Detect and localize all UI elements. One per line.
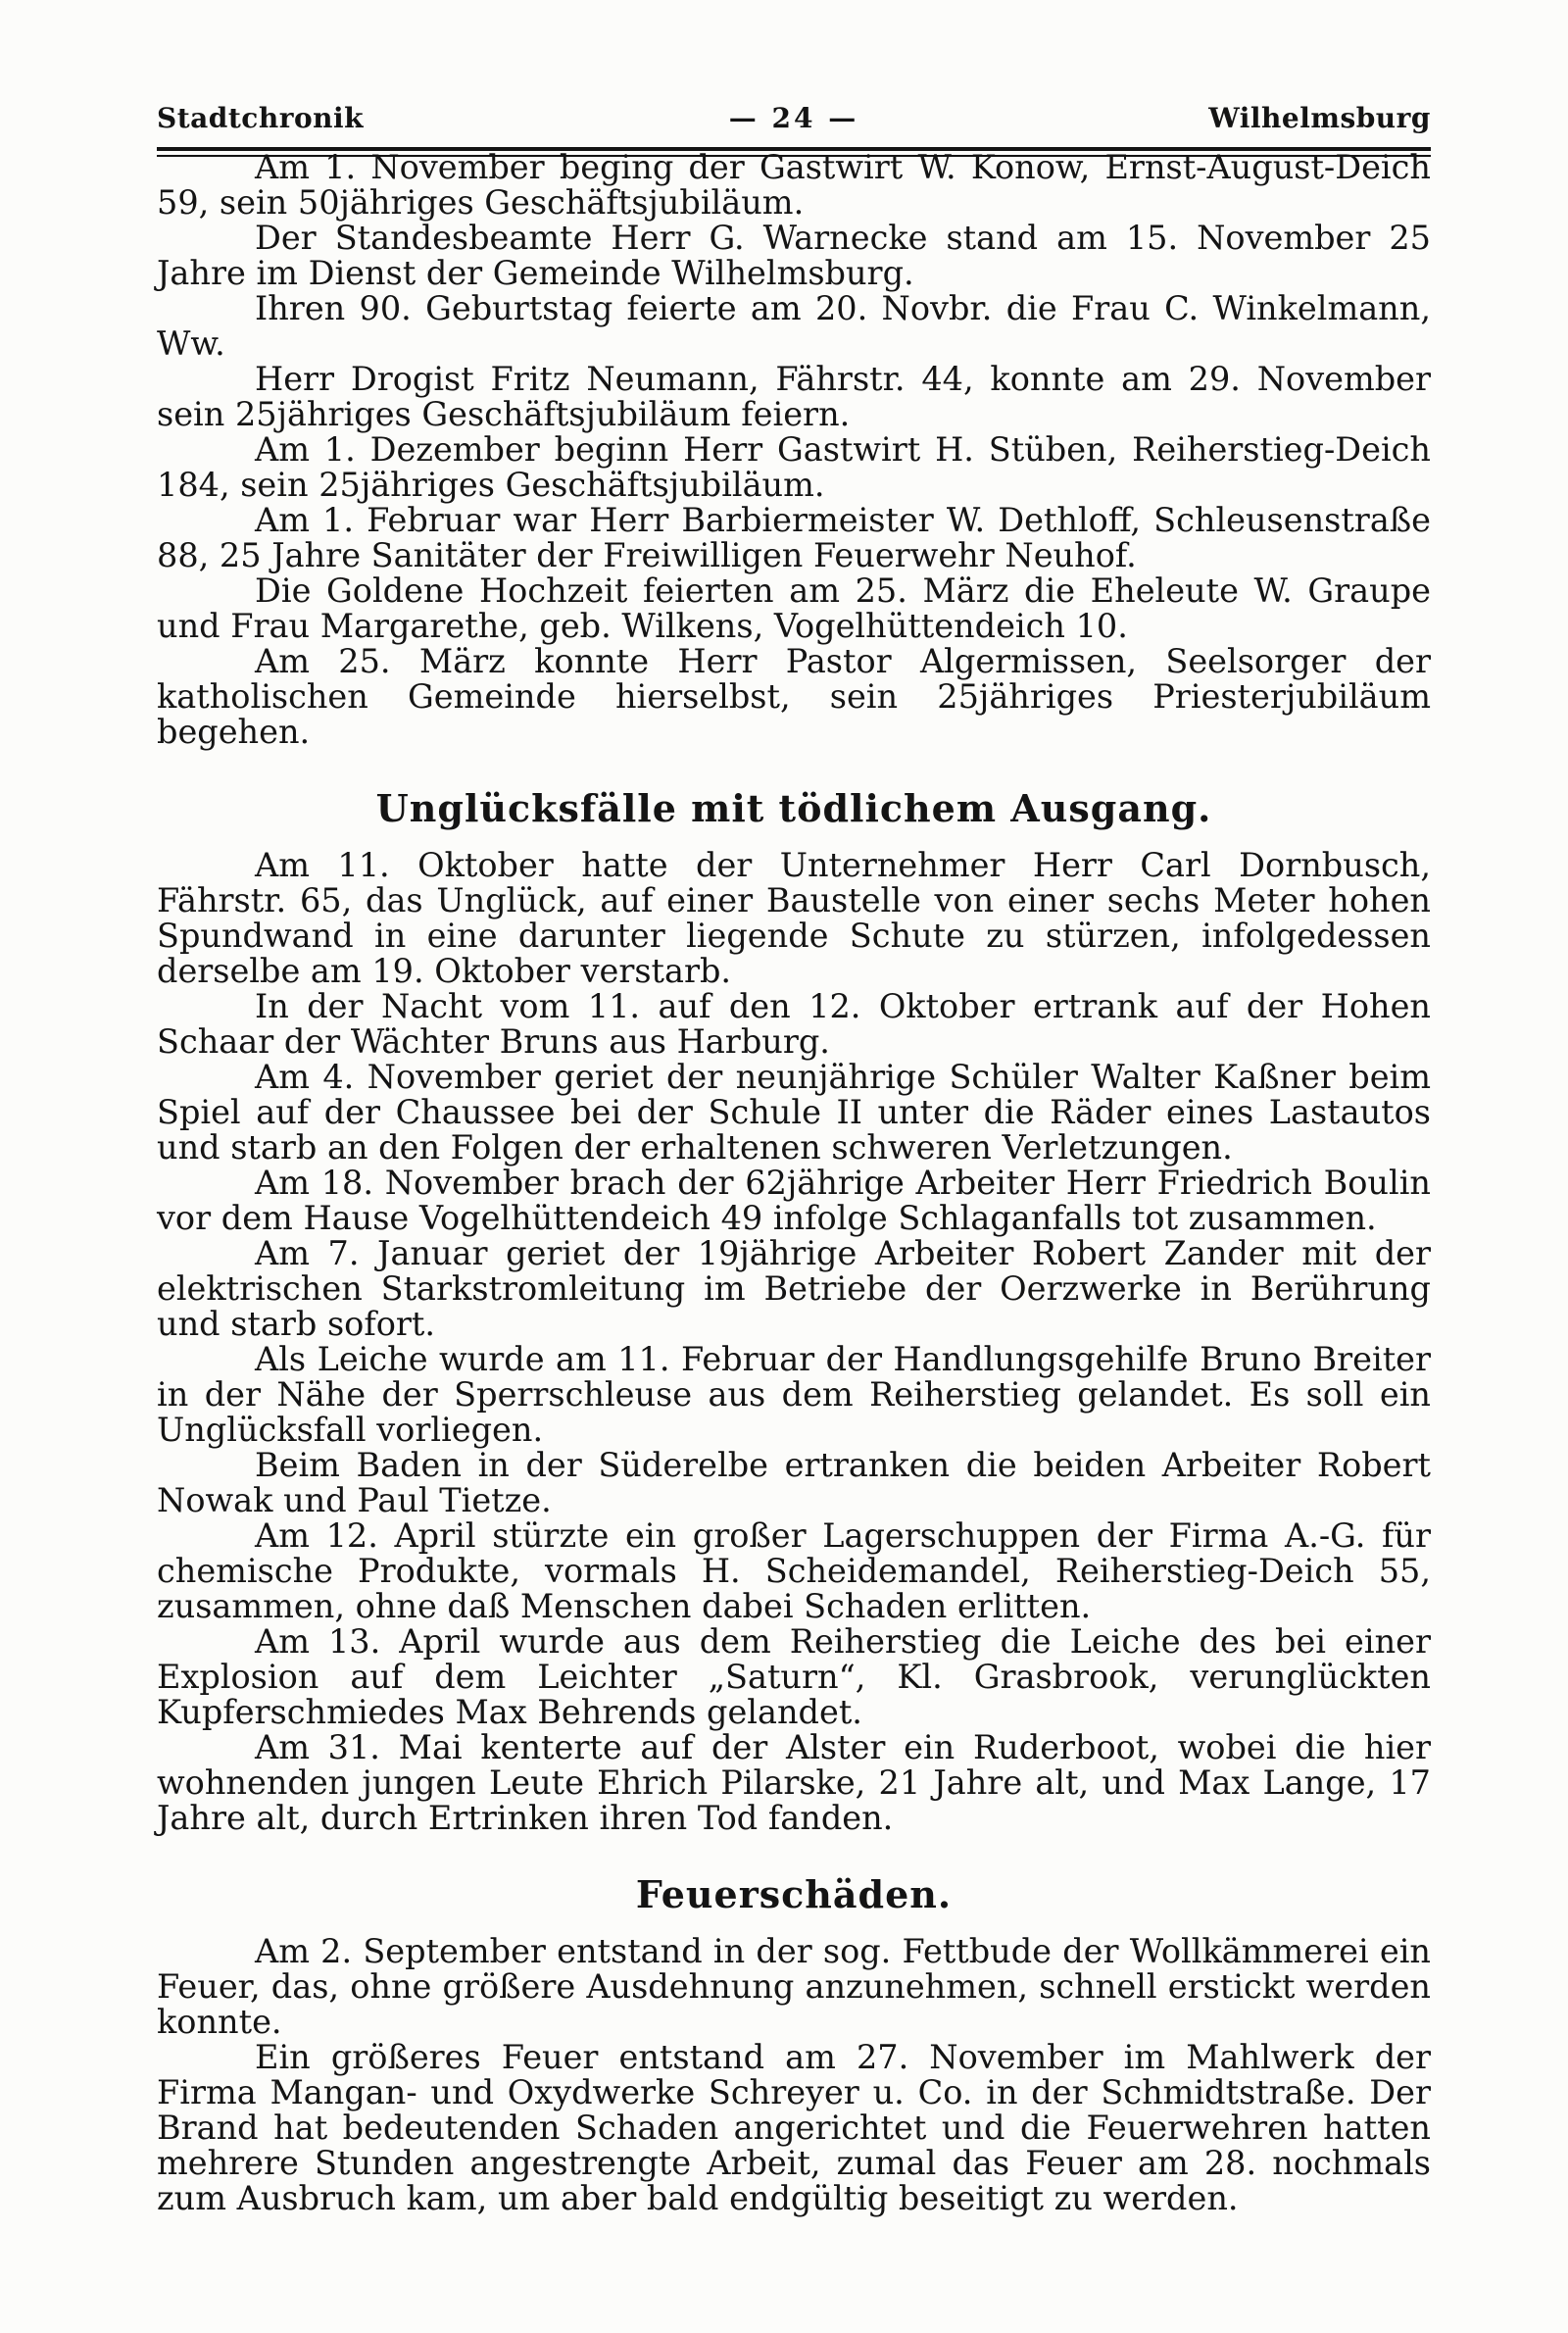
paragraph: Am 7. Januar geriet der 19jährige Arbeiter Robert Zander mit der elektrischen Starkstromleitung im Betriebe der Oerzwerke in Berührung und starb sofort. bbox=[157, 1234, 1431, 1343]
running-head bbox=[157, 102, 1431, 141]
page-number: — 24 — bbox=[728, 102, 859, 134]
paragraph: Die Goldene Hochzeit feierten am 25. März die Eheleute W. Graupe und Frau Margarethe, geb. Wilkens, Vogelhüttendeich 10. bbox=[157, 571, 1431, 645]
paragraph: Beim Baden in der Süderelbe ertranken die beiden Arbeiter Robert Nowak und Paul Tietze. bbox=[157, 1446, 1431, 1519]
paragraph: Am 1. November beging der Gastwirt W. Konow, Ernst-August-Deich 59, sein 50jähriges Geschäftsjubiläum. bbox=[157, 148, 1431, 222]
paragraph: Am 13. April wurde aus dem Reiherstieg die Leiche des bei einer Explosion auf dem Leichter „Saturn“, Kl. Grasbrook, verunglückten Kupferschmiedes Max Behrends gelandet. bbox=[157, 1622, 1431, 1731]
paragraph: Am 31. Mai kenterte auf der Alster ein Ruderboot, wobei die hier wohnenden jungen Leute Ehrich Pilarske, 21 Jahre alt, und Max Lange, 17 Jahre alt, durch Ertrinken ihren Tod fanden. bbox=[157, 1728, 1431, 1837]
paragraph: Am 4. November geriet der neunjährige Schüler Walter Kaßner beim Spiel auf der Chaussee bei der Schule II unter die Räder eines Lastautos und starb an den Folgen der erhaltenen schweren Verletzungen. bbox=[157, 1058, 1431, 1166]
section-fires bbox=[157, 1934, 1431, 2216]
paragraph: Am 2. September entstand in der sog. Fettbude der Wollkämmerei ein Feuer, das, ohne größere Ausdehnung anzunehmen, schnell erstickt werden konnte. bbox=[157, 1932, 1431, 2041]
header-right: Wilhelmsburg bbox=[1208, 102, 1431, 134]
paragraph: Ein größeres Feuer entstand am 27. November im Mahlwerk der Firma Mangan- und Oxydwerke Schreyer u. Co. in der Schmidtstraße. Der Brand hat bedeutenden Schaden angerichtet und die Feuerwehren hatten mehrere Stunden angestrengte Arbeit, zumal das Feuer am 28. nochmals zum Ausbruch kam, um aber bald endgültig beseitigt zu werden. bbox=[157, 2038, 1431, 2217]
section-heading-fires: Feuerschäden. bbox=[635, 1872, 953, 1916]
paragraph: Herr Drogist Fritz Neumann, Fährstr. 44, konnte am 29. November sein 25jähriges Geschäftsjubiläum feiern. bbox=[157, 360, 1431, 433]
paragraph: Der Standesbeamte Herr G. Warnecke stand am 15. November 25 Jahre im Dienst der Gemeinde Wilhelmsburg. bbox=[157, 219, 1431, 292]
paragraph: In der Nacht vom 11. auf den 12. Oktober ertrank auf der Hohen Schaar der Wächter Bruns aus Harburg. bbox=[157, 987, 1431, 1061]
paragraph: Am 25. März konnte Herr Pastor Algermissen, Seelsorger der katholischen Gemeinde hierselbst, sein 25jähriges Priesterjubiläum begehen. bbox=[157, 642, 1431, 751]
paragraph: Am 11. Oktober hatte der Unternehmer Herr Carl Dornbusch, Fährstr. 65, das Unglück, auf einer Baustelle von einer sechs Meter hohen Spundwand in eine darunter liegende Schute zu stürzen, infolgedessen derselbe am 19. Oktober verstarb. bbox=[157, 846, 1431, 990]
paragraph: Ihren 90. Geburtstag feierte am 20. Novbr. die Frau C. Winkelmann, Ww. bbox=[157, 289, 1431, 363]
paragraph: Als Leiche wurde am 11. Februar der Handlungsgehilfe Bruno Breiter in der Nähe der Sperrschleuse aus dem Reiherstieg gelandet. Es soll ein Unglücksfall vorliegen. bbox=[157, 1340, 1431, 1449]
section-anniversaries bbox=[157, 150, 1431, 750]
paragraph: Am 1. Februar war Herr Barbiermeister W. Dethloff, Schleusenstraße 88, 25 Jahre Sanitäter der Freiwilligen Feuerwehr Neuhof. bbox=[157, 501, 1431, 574]
paragraph: Am 1. Dezember beginn Herr Gastwirt H. Stüben, Reiherstieg-Deich 184, sein 25jähriges Geschäftsjubiläum. bbox=[157, 430, 1431, 504]
paragraph: Am 18. November brach der 62jährige Arbeiter Herr Friedrich Boulin vor dem Hause Vogelhüttendeich 49 infolge Schlaganfalls tot zusammen. bbox=[157, 1164, 1431, 1237]
header-left: Stadtchronik bbox=[157, 102, 365, 134]
section-accidents bbox=[157, 848, 1431, 1836]
paragraph: Am 12. April stürzte ein großer Lagerschuppen der Firma A.-G. für chemische Produkte, vormals H. Scheidemandel, Reiherstieg-Deich 55, zusammen, ohne daß Menschen dabei Schaden erlitten. bbox=[157, 1516, 1431, 1625]
section-heading-accidents: Unglücksfälle mit tödlichem Ausgang. bbox=[375, 786, 1212, 830]
body-text bbox=[157, 150, 1431, 2216]
